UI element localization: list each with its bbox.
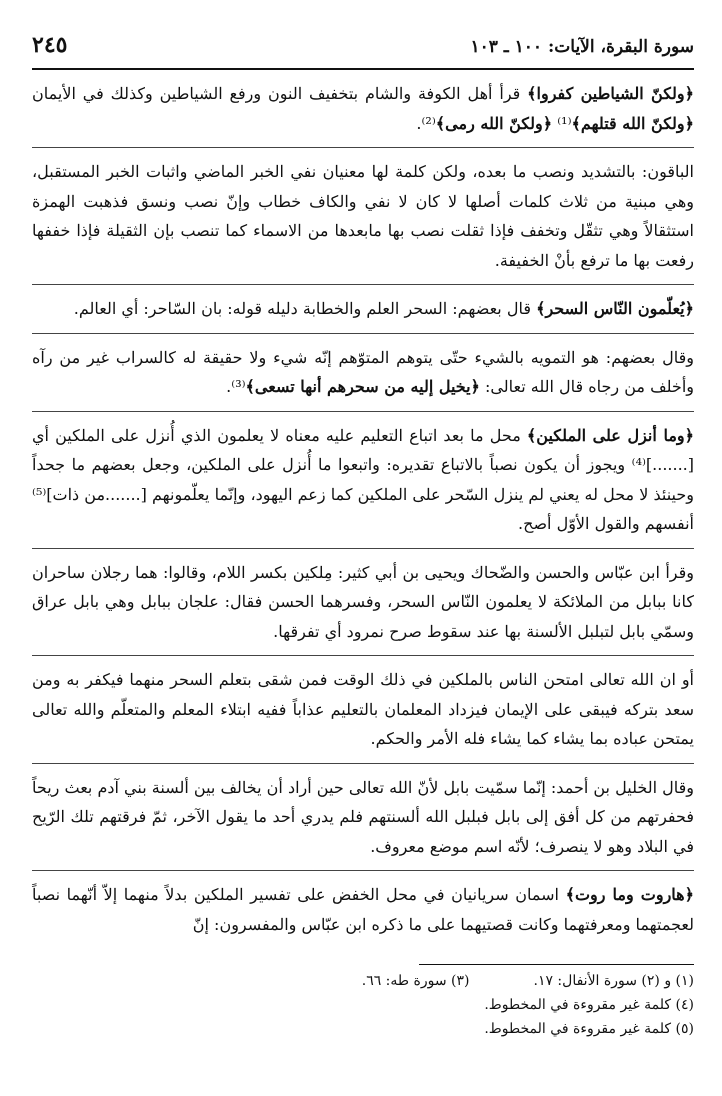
footnote-line [32, 1017, 694, 1041]
body-text [32, 70, 694, 948]
text-run: وقرأ ابن عبّاس والحسن والضّحاك ويحيى بن أبي كثير: مِلكين بكسر اللام، وقالوا: هما رجلان ساحران كانا ببابل من الملائكة لا يعلمون النّاس السحر، وفسرهما الحسن فقال: علجان ببابل وهي بابل عراق وسمّي بابل لتبلبل الألسنة بها عند سقوط صرح نمرود أي تفرقها. [32, 562, 695, 641]
text-run: اسمان سريانيان في محل الخفض على تفسير الملكين بدلاً منهما إلاّ أنّهما نصباً لعجمتهما ومعرفتهما وكانت قصتيهما على ما ذكره ابن عبّاس والمفسرون: إنّ [32, 885, 694, 934]
verse-quote: ﴿يخيل إليه من سحرهم أنها تسعى﴾ [245, 377, 480, 396]
paragraph [32, 285, 694, 334]
text-run: وقال الخليل بن أحمد: إنّما سمّيت بابل لأنّ الله تعالى حين أراد أن يخالف بين ألسنة بني آدم بعث ريحاً فحفرتهم من كل أفق إلى بابل فبلبل الله ألسنتهم فلم يدري أحد ما يقول الآخر، ثمّ فرقتهم تلك الرّيح في البلاد وهو لا ينصرف؛ لأنّه اسم موضع معروف. [32, 777, 694, 856]
footnote: (٤) كلمة غير مقروءة في المخطوط. [484, 997, 694, 1013]
footnote-ref: ⁽¹⁾ [552, 113, 572, 133]
text-run: قال بعضهم: السحر العلم والخطابة دليله قوله: بان السّاحر: أي العالم. [73, 299, 537, 318]
footnote-rule [419, 964, 694, 965]
footnote-ref: ⁽²⁾. [416, 113, 436, 133]
text-run: أو ان الله تعالى امتحن الناس بالملكين في ذلك الوقت فمن شقى بتعلم السحر منهما فيكفر به ومن سعد بتركه فيبقى على الإيمان فيزداد المعلمان بالتعليم عذاباً ففيه ابتلاء المعلم والمتعلّم والله تعالى يمتحن عباده بما يشاء كما يشاء فله الأمر والحكم. [32, 670, 694, 748]
page-header [32, 0, 694, 58]
paragraph [32, 412, 694, 549]
verse-quote: ﴿ولكنّ الشياطين كفروا﴾ [527, 84, 695, 103]
text-run: قرأ أهل الكوفة والشام بتخفيف النون ورفع الشياطين وكذلك في الأيمان [32, 84, 528, 103]
verse-quote: ﴿هاروت وما روت﴾ [565, 885, 694, 904]
footnote: (٣) سورة طه: ٦٦. [361, 973, 470, 989]
text-run: الباقون: بالتشديد ونصب ما بعده، ولكن كلمة لها معنيان نفي الخبر الماضي واثبات الخبر المستقبل، وهي مبنية من ثلاث كلمات أصلها لا كان لا نفي والكاف خطاب وإنّ نصب ونسق فذهبت الهمزة استثقالاً وهي تثقّل وتخفف فإذا ثقلت نصب بها مابعدها من الاسماء كما تنصب بإن الثقيلة فإذا خففها رفعت بها ما ترفع بأنْ الخفيفة. [32, 162, 694, 270]
paragraph [32, 334, 694, 412]
verse-quote: ﴿ولكنّ الله قتلهم﴾ [571, 113, 694, 133]
paragraph [32, 871, 694, 948]
verse-quote: ﴿يُعلّمون النّاس السحر﴾ [536, 299, 694, 318]
paragraph [32, 764, 694, 872]
footnote-line [32, 969, 694, 993]
text-run: وقال بعضهم: هو التمويه بالشيء حتّى يتوهم المتوّهم إنّه شيء ولا حقيقة له كالسراب غير من رآه وأخلف من رجاه قال الله تعالى: [32, 347, 694, 396]
footnote-line [32, 993, 694, 1017]
footnotes [32, 969, 694, 1041]
paragraph [32, 148, 694, 285]
paragraph [32, 549, 694, 657]
page-number: ٢٤٥ [32, 32, 68, 58]
verse-quote: ﴿وما أنزل على الملكين﴾ [526, 425, 695, 445]
footnote-ref: ⁽³⁾. [226, 377, 246, 396]
surah-title: سورة البقرة، الآيات: ١٠٠ ـ ١٠٣ [470, 37, 694, 57]
paragraph [32, 656, 694, 764]
paragraph [32, 70, 694, 148]
footnote: (٥) كلمة غير مقروءة في المخطوط. [484, 1021, 694, 1037]
verse-quote: ﴿ولكنّ الله رمى﴾ [435, 113, 553, 133]
footnote: (١) و (٢) سورة الأنفال: ١٧. [533, 973, 694, 989]
text-run: محل ما بعد اتباع التعليم عليه معناه لا يعلمون الذي أُنزل على الملكين أي [.......]⁽⁴⁾ ويجوز أن يكون نصباً بالاتباع تقديره: واتبعوا ما أُنزل على الملكين، وجعل بعضهم ما جحداً وحينئذ لا محل له يعني لم ينزل السّحر على الملكين كما زعم اليهود، وإنّما يعلّمونهم [.......من ذات]⁽⁵⁾ أنفسهم والقول الأوّل أصح. [32, 425, 694, 533]
